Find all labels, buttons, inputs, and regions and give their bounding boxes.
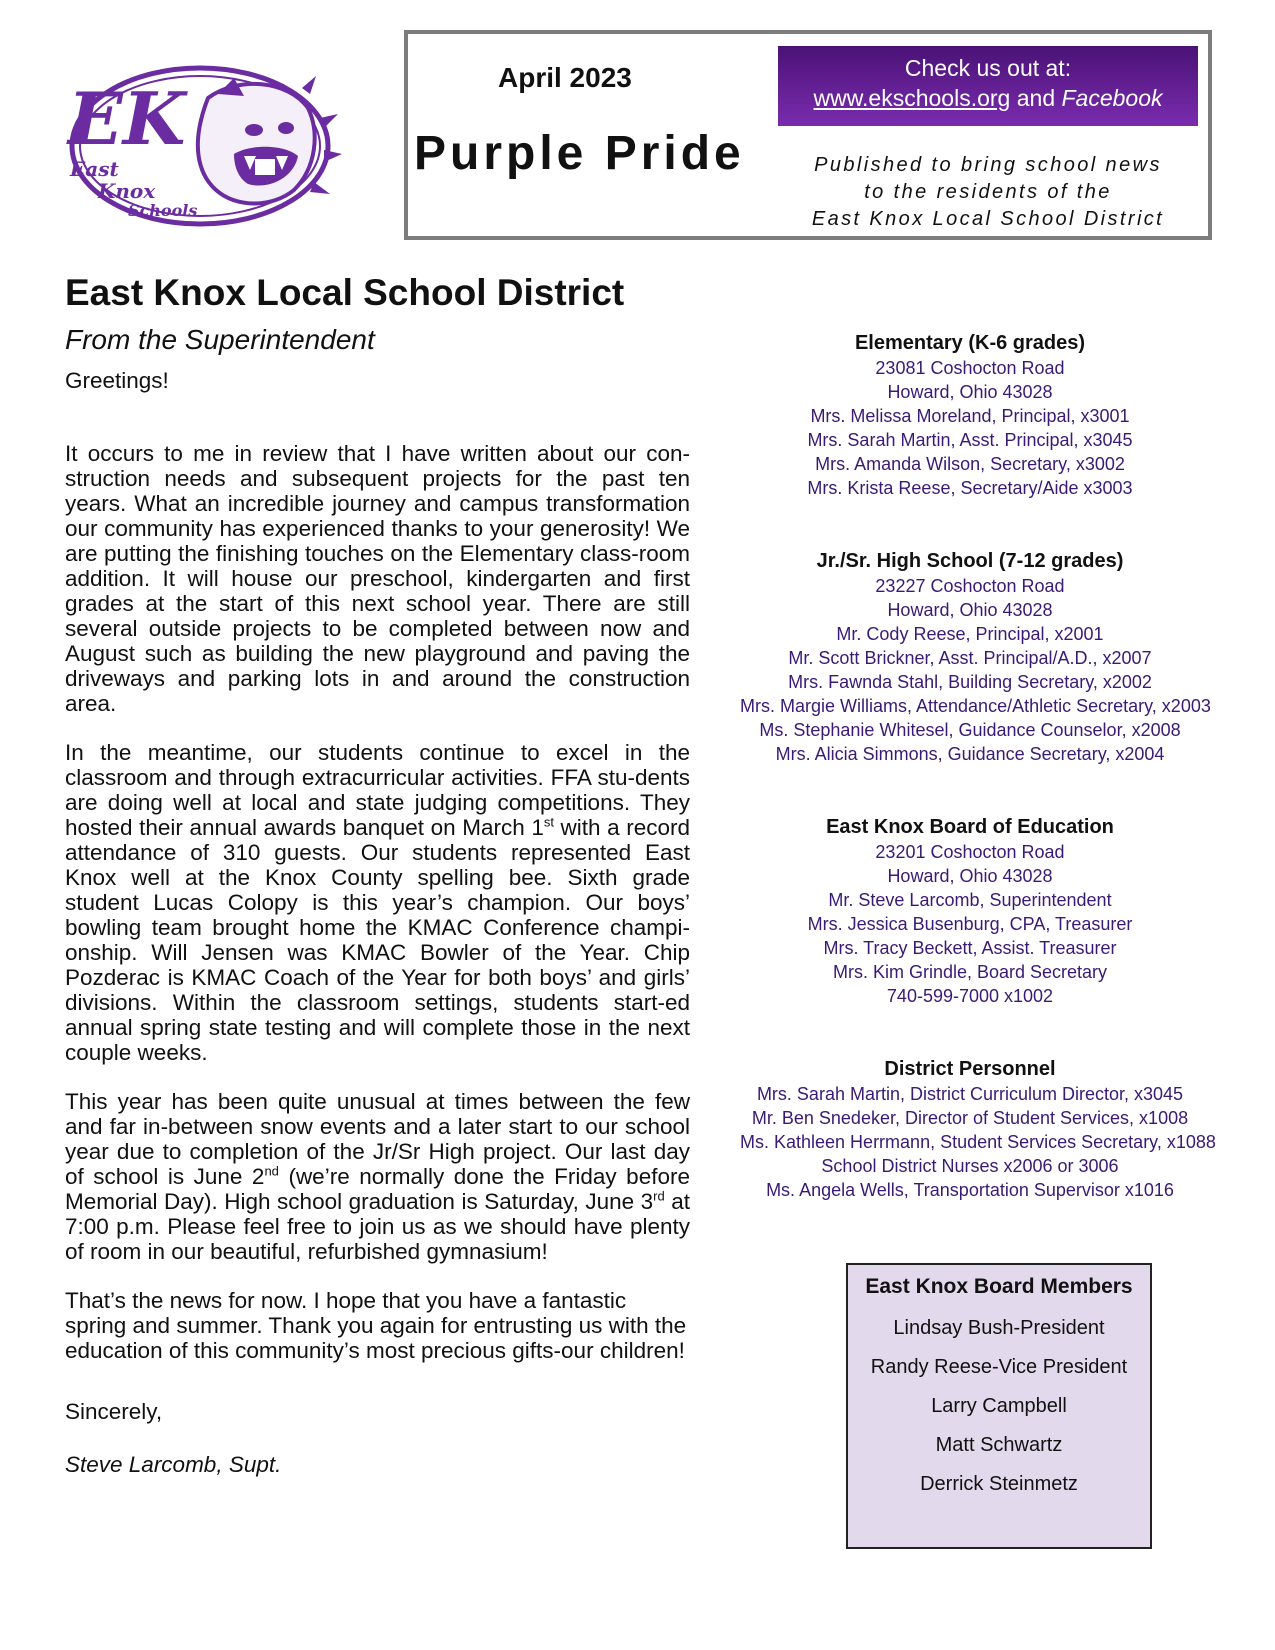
directory-line: Mrs. Sarah Martin, District Curriculum Director, x3045 bbox=[756, 1084, 1184, 1104]
paragraph-text: In the meantime, our students continue to excel in the classroom and through extracurricular activities. FFA stu-dents are doing well at local and state judging competitions. They hosted their annual awards banquet on March 1 bbox=[65, 740, 690, 840]
directory-jr-sr-high bbox=[740, 548, 1211, 766]
directory-line: Howard, Ohio 43028 bbox=[887, 600, 1053, 620]
directory-line: 23201 Coshocton Road bbox=[875, 842, 1065, 862]
board-member: Matt Schwartz bbox=[935, 1434, 1063, 1456]
paragraph-text: with a record attendance of 310 guests. Our students represented East Knox well at the Knox County spelling bee. Sixth grade student Lucas Colopy is this year’s champion. Our boys’ bowling team brought home the KMAC Conference champi-onship. Will Jensen was KMAC Bowler of the Year. Chip Pozderac is KMAC Coach of the Year for both boys’ and girls’ divisions. Within the classroom settings, students start-ed annual spring state testing and will complete those in the next couple weeks. bbox=[65, 815, 690, 1065]
directory-line: Ms. Stephanie Whitesel, Guidance Counselor, x2008 bbox=[759, 720, 1181, 740]
greeting: Greetings! bbox=[65, 368, 169, 393]
facebook-text: Facebook bbox=[1061, 85, 1163, 111]
directory-line: Mr. Scott Brickner, Asst. Principal/A.D., x2007 bbox=[788, 648, 1152, 668]
directory-line: Mrs. Alicia Simmons, Guidance Secretary, x2004 bbox=[775, 744, 1165, 764]
spacer bbox=[740, 500, 1200, 548]
closing: Sincerely, bbox=[65, 1399, 163, 1424]
letter-subtitle: From the Superintendent bbox=[65, 324, 375, 355]
directory-line: Mrs. Tracy Beckett, Assist. Treasurer bbox=[823, 938, 1117, 958]
directory-line: Mrs. Margie Williams, Attendance/Athletic Secretary, x2003 bbox=[740, 696, 1211, 716]
spacer bbox=[740, 1008, 1200, 1056]
website-link[interactable]: www.ekschools.org bbox=[813, 85, 1011, 111]
published-statement bbox=[778, 152, 1198, 233]
spacer bbox=[65, 1363, 690, 1399]
directory-line: Mr. Ben Snedeker, Director of Student Services, x1008 bbox=[751, 1108, 1189, 1128]
published-line: Published to bring school news bbox=[814, 154, 1162, 176]
directory-line: Mrs. Melissa Moreland, Principal, x3001 bbox=[810, 406, 1130, 426]
directory-board-of-education bbox=[740, 814, 1200, 1008]
directory-line: Mrs. Amanda Wilson, Secretary, x3002 bbox=[815, 454, 1125, 474]
spacer bbox=[65, 393, 690, 441]
directory-line: Mrs. Jessica Busenburg, CPA, Treasurer bbox=[807, 914, 1133, 934]
svg-text:East: East bbox=[70, 157, 119, 181]
directory-title: East Knox Board of Education bbox=[826, 816, 1114, 838]
directory-title: Jr./Sr. High School (7-12 grades) bbox=[816, 550, 1124, 572]
website-banner bbox=[778, 46, 1198, 126]
spacer bbox=[740, 766, 1200, 814]
newsletter-title: Purple Pride bbox=[414, 127, 745, 180]
board-member: Lindsay Bush-President bbox=[893, 1317, 1105, 1339]
check-us-out-label: Check us out at: bbox=[904, 55, 1072, 81]
paragraph-text: This year has been quite unusual at times between the few and far in-between snow events and a later start to our school year due to completion of the Jr/Sr High project. Our last day of school is June 2 bbox=[65, 1089, 690, 1189]
directory-district-personnel bbox=[740, 1056, 1216, 1202]
directory-line: Ms. Kathleen Herrmann, Student Services Secretary, x1088 bbox=[740, 1132, 1216, 1152]
paragraph-text: (we’re normally done the Friday before Memorial Day). High school graduation is Saturday, June 3 bbox=[65, 1164, 690, 1214]
directory-title: District Personnel bbox=[884, 1058, 1056, 1080]
published-line: to the residents of the bbox=[864, 181, 1112, 203]
ordinal-suffix: nd bbox=[264, 1163, 279, 1179]
board-member: Randy Reese-Vice President bbox=[870, 1356, 1128, 1378]
ordinal-suffix: st bbox=[543, 814, 554, 830]
letter-paragraph-2 bbox=[65, 740, 690, 1065]
directory-line: Mr. Steve Larcomb, Superintendent bbox=[828, 890, 1112, 910]
directory-line: Mrs. Kim Grindle, Board Secretary bbox=[832, 962, 1108, 982]
ordinal-suffix: rd bbox=[653, 1188, 665, 1204]
board-members-box bbox=[846, 1263, 1152, 1549]
svg-text:EK: EK bbox=[68, 76, 186, 161]
directory-line: 23081 Coshocton Road bbox=[875, 358, 1065, 378]
masthead-box bbox=[404, 30, 1212, 240]
school-directory bbox=[740, 330, 1216, 1202]
directory-line: 740-599-7000 x1002 bbox=[886, 986, 1054, 1006]
directory-elementary bbox=[740, 330, 1200, 500]
directory-title: Elementary (K-6 grades) bbox=[854, 332, 1086, 354]
directory-line: Mrs. Sarah Martin, Asst. Principal, x3045 bbox=[807, 430, 1133, 450]
district-heading: East Knox Local School District bbox=[65, 272, 625, 313]
spacer bbox=[65, 1264, 690, 1288]
directory-line: School District Nurses x2006 or 3006 bbox=[821, 1156, 1119, 1176]
directory-line: Ms. Angela Wells, Transportation Supervisor x1016 bbox=[766, 1180, 1174, 1200]
directory-line: 23227 Coshocton Road bbox=[875, 576, 1065, 596]
spacer bbox=[65, 1065, 690, 1089]
paragraph-text: at 7:00 p.m. Please feel free to join us as we should have plenty of room in our beautiful, refurbished gymnasium! bbox=[65, 1189, 690, 1264]
east-knox-logo bbox=[58, 58, 348, 238]
directory-line: Howard, Ohio 43028 bbox=[887, 866, 1053, 886]
svg-text:Schools: Schools bbox=[128, 201, 198, 220]
issue-date: April 2023 bbox=[498, 62, 632, 93]
published-line: East Knox Local School District bbox=[811, 208, 1165, 230]
letter-paragraph-4: That’s the news for now. I hope that you have a fantastic spring and summer. Thank you again for entrusting us with the education of this community’s most precious gifts-our children! bbox=[65, 1288, 687, 1363]
directory-line: Mrs. Fawnda Stahl, Building Secretary, x2002 bbox=[788, 672, 1152, 692]
and-text: and bbox=[1010, 85, 1062, 111]
spacer bbox=[65, 716, 690, 740]
spacer bbox=[65, 1424, 690, 1452]
board-members-title: East Knox Board Members bbox=[865, 1275, 1133, 1298]
letter-paragraph-3 bbox=[65, 1089, 690, 1264]
directory-line: Howard, Ohio 43028 bbox=[887, 382, 1053, 402]
board-member: Larry Campbell bbox=[931, 1395, 1067, 1417]
letter-paragraph-1: It occurs to me in review that I have written about our con-struction needs and subsequent projects for the past ten years. What an incredible journey and campus transformation our community has experienced thanks to your generosity! We are putting the finishing touches on the Elementary class-room addition. It will house our preschool, kindergarten and first grades at the start of this next school year. There are still several outside projects to be completed between now and August such as building the new playground and paving the driveways and parking lots in and around the construction area. bbox=[65, 441, 690, 716]
board-member: Derrick Steinmetz bbox=[920, 1473, 1078, 1495]
signature: Steve Larcomb, Supt. bbox=[65, 1452, 282, 1477]
superintendent-letter bbox=[65, 368, 690, 1477]
directory-line: Mr. Cody Reese, Principal, x2001 bbox=[836, 624, 1104, 644]
svg-text:Knox: Knox bbox=[98, 179, 156, 203]
directory-line: Mrs. Krista Reese, Secretary/Aide x3003 bbox=[807, 478, 1133, 498]
website-line bbox=[778, 83, 1198, 113]
bulldog-mascot-icon bbox=[58, 58, 348, 238]
